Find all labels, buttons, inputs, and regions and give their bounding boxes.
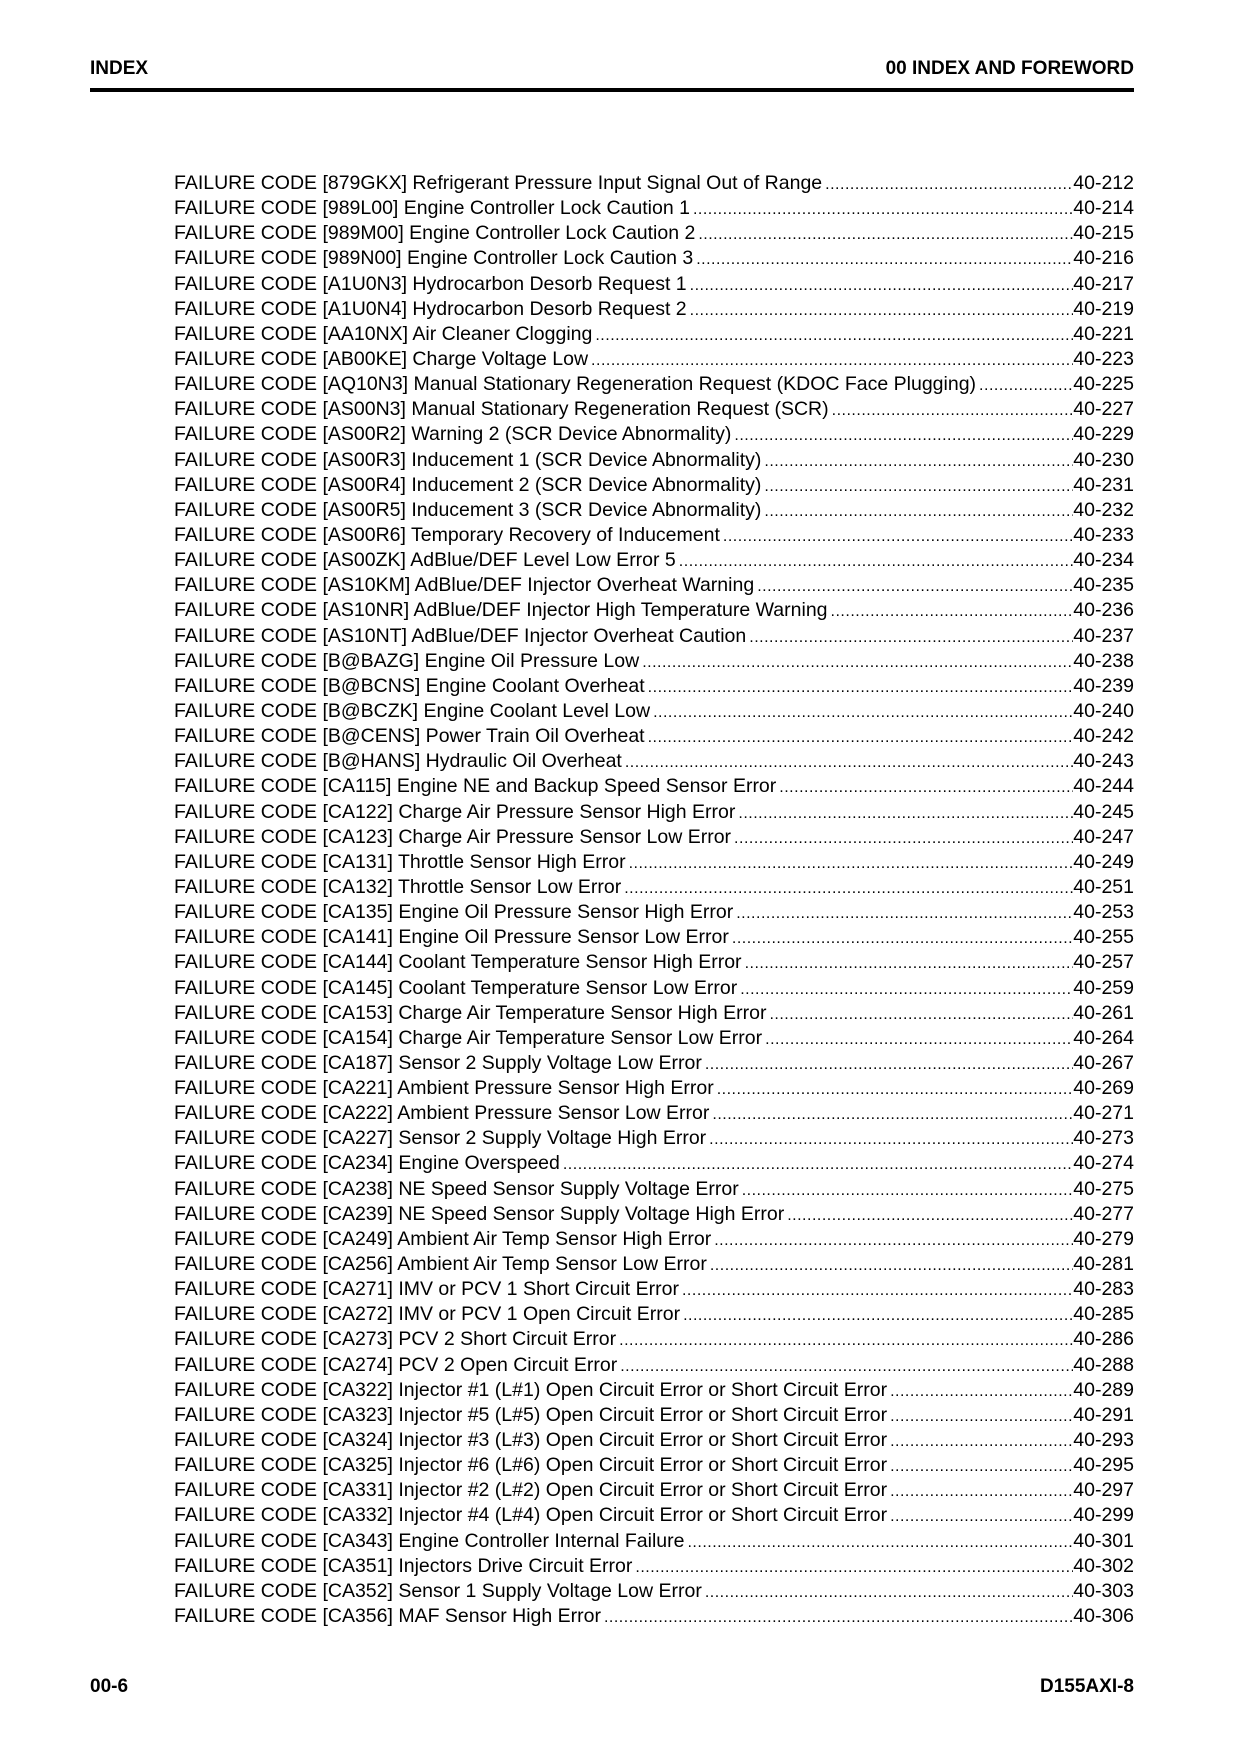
index-entry[interactable] [174,397,1134,422]
index-entry-page: 40-239 [1073,674,1134,697]
index-entry-title: FAILURE CODE [CA325] Injector #6 (L#6) Open Circuit Error or Short Circuit Error [174,1454,888,1477]
index-entry[interactable] [174,699,1134,724]
index-entry[interactable] [174,1529,1134,1554]
index-entry-page: 40-233 [1073,523,1134,546]
index-entry-page: 40-293 [1073,1429,1134,1452]
dot-leader [717,1079,1074,1101]
dot-leader [890,1381,1073,1403]
index-entry-title: FAILURE CODE [CA123] Charge Air Pressure Sensor Low Error [174,825,732,848]
index-entry[interactable] [174,925,1134,950]
index-entry-page: 40-295 [1073,1454,1134,1477]
index-entry-title: FAILURE CODE [A1U0N4] Hydrocarbon Desorb Request 2 [174,297,687,320]
header-chapter-title: 00 INDEX AND FOREWORD [885,58,1134,79]
index-entry[interactable] [174,1277,1134,1302]
index-entry[interactable] [174,573,1134,598]
index-entry[interactable] [174,1503,1134,1528]
index-entry-page: 40-232 [1073,498,1134,521]
page-number: 00-6 [90,1676,129,1697]
index-entry[interactable] [174,548,1134,573]
index-entry-title: FAILURE CODE [CA144] Coolant Temperature Sensor High Error [174,951,742,974]
index-entry-page: 40-212 [1073,172,1134,194]
index-entry-title: FAILURE CODE [879GKX] Refrigerant Pressure Input Signal Out of Range [174,172,823,194]
dot-leader [732,928,1073,950]
index-entry-title: FAILURE CODE [CA273] PCV 2 Short Circuit Error [174,1328,617,1351]
index-entry-page: 40-230 [1073,448,1134,471]
index-entry[interactable] [174,825,1134,850]
dot-leader [890,1506,1073,1528]
dot-leader [625,752,1073,774]
index-entry-page: 40-219 [1073,297,1134,320]
dot-leader [683,1305,1073,1327]
index-entry[interactable] [174,749,1134,774]
index-entry[interactable] [174,196,1134,221]
index-entry[interactable] [174,1327,1134,1352]
index-entry-page: 40-261 [1073,1001,1134,1024]
index-entry-page: 40-229 [1073,423,1134,446]
index-entry[interactable] [174,800,1134,825]
index-entry[interactable] [174,724,1134,749]
index-entry-title: FAILURE CODE [CA238] NE Speed Sensor Supply Voltage Error [174,1177,739,1200]
index-entry-page: 40-240 [1073,699,1134,722]
index-entry[interactable] [174,422,1134,447]
index-entry-title: FAILURE CODE [AS00N3] Manual Stationary Regeneration Request (SCR) [174,398,829,421]
index-entry[interactable] [174,221,1134,246]
index-entry-title: FAILURE CODE [B@BCZK] Engine Coolant Level Low [174,699,651,722]
index-entry-page: 40-235 [1073,574,1134,597]
dot-leader [890,1456,1073,1478]
index-entry-page: 40-217 [1073,272,1134,295]
dot-leader [642,652,1073,674]
index-entry-title: FAILURE CODE [CA227] Sensor 2 Supply Voltage High Error [174,1127,707,1150]
dot-leader [734,828,1073,850]
dot-leader [648,727,1074,749]
index-entry-page: 40-236 [1073,599,1134,622]
index-entry-title: FAILURE CODE [AQ10N3] Manual Stationary Regeneration Request (KDOC Face Plugging) [174,373,977,396]
dot-leader [825,174,1073,196]
dot-leader [757,576,1073,598]
dot-leader [563,1154,1073,1176]
index-entry[interactable] [174,649,1134,674]
index-entry[interactable] [174,1026,1134,1051]
index-entry-page: 40-269 [1073,1077,1134,1100]
index-entry-page: 40-283 [1073,1278,1134,1301]
index-entry-title: FAILURE CODE [B@CENS] Power Train Oil Overheat [174,725,645,748]
dot-leader [787,1205,1073,1227]
dot-leader [591,350,1073,372]
dot-leader [890,1481,1073,1503]
index-entry[interactable] [174,1378,1134,1403]
index-entry-page: 40-291 [1073,1403,1134,1426]
dot-leader [595,325,1073,347]
index-entry-page: 40-299 [1073,1504,1134,1527]
index-entry-page: 40-231 [1073,473,1134,496]
index-entry[interactable] [174,1554,1134,1579]
index-entry-page: 40-255 [1073,926,1134,949]
dot-leader [712,1104,1073,1126]
index-entry-title: FAILURE CODE [CA272] IMV or PCV 1 Open Circuit Error [174,1303,681,1326]
index-entry-title: FAILURE CODE [A1U0N3] Hydrocarbon Desorb Request 1 [174,272,687,295]
dot-leader [624,878,1073,900]
index-entry[interactable] [174,297,1134,322]
index-entry[interactable] [174,372,1134,397]
index-entry-title: FAILURE CODE [AS00R2] Warning 2 (SCR Device Abnormality) [174,423,732,446]
index-entry-title: FAILURE CODE [AS10KM] AdBlue/DEF Injector Overheat Warning [174,574,755,597]
dot-leader [714,1230,1073,1252]
index-entry-title: FAILURE CODE [CA115] Engine NE and Backup Speed Sensor Error [174,775,777,798]
index-entry-title: FAILURE CODE [CA256] Ambient Air Temp Sensor Low Error [174,1253,707,1276]
index-entry-title: FAILURE CODE [CA145] Coolant Temperature Sensor Low Error [174,976,738,999]
dot-leader [764,451,1073,473]
index-entry-page: 40-244 [1073,775,1134,798]
dot-leader [890,1406,1073,1428]
dot-leader [687,1532,1073,1554]
index-entry-page: 40-237 [1073,624,1134,647]
index-entry-title: FAILURE CODE [CA352] Sensor 1 Supply Voltage Low Error [174,1579,702,1602]
index-entry[interactable] [174,1478,1134,1503]
header-section-label: INDEX [90,58,149,79]
index-entry-page: 40-227 [1073,398,1134,421]
dot-leader [690,300,1074,322]
index-entry-page: 40-216 [1073,247,1134,270]
index-entry-title: FAILURE CODE [CA234] Engine Overspeed [174,1152,560,1175]
index-entry-page: 40-279 [1073,1227,1134,1250]
index-entry-title: FAILURE CODE [CA351] Injectors Drive Circuit Error [174,1554,633,1577]
dot-leader [705,1054,1073,1076]
index-entry[interactable] [174,1151,1134,1176]
dot-leader [779,777,1073,799]
dot-leader [736,903,1073,925]
index-entry[interactable] [174,448,1134,473]
index-entry[interactable] [174,1579,1134,1604]
index-entry-page: 40-215 [1073,222,1134,245]
index-entry[interactable] [174,674,1134,699]
index-entry-title: FAILURE CODE [CA187] Sensor 2 Supply Voltage Low Error [174,1051,702,1074]
index-entry-page: 40-281 [1073,1253,1134,1276]
index-entry-title: FAILURE CODE [CA332] Injector #4 (L#4) Open Circuit Error or Short Circuit Error [174,1504,888,1527]
dot-leader [734,425,1073,447]
index-entry[interactable] [174,850,1134,875]
index-entry-page: 40-275 [1073,1177,1134,1200]
dot-leader [690,275,1074,297]
dot-leader [832,400,1074,422]
dot-leader [682,1280,1073,1302]
index-entry-page: 40-234 [1073,549,1134,572]
index-entry-title: FAILURE CODE [CA221] Ambient Pressure Sensor High Error [174,1077,714,1100]
index-entry[interactable] [174,171,1134,196]
index-entry[interactable] [174,1302,1134,1327]
index-entry[interactable] [174,1126,1134,1151]
index-entry-page: 40-259 [1073,976,1134,999]
dot-leader [710,1255,1073,1277]
index-entry-title: FAILURE CODE [CA331] Injector #2 (L#2) Open Circuit Error or Short Circuit Error [174,1479,888,1502]
index-entry[interactable] [174,1051,1134,1076]
index-entry-title: FAILURE CODE [CA343] Engine Controller Internal Failure [174,1529,685,1552]
dot-leader [764,501,1073,523]
index-entry-title: FAILURE CODE [CA271] IMV or PCV 1 Short Circuit Error [174,1278,679,1301]
dot-leader [629,853,1074,875]
index-entry[interactable] [174,1428,1134,1453]
index-entry-page: 40-253 [1073,901,1134,924]
index-entry[interactable] [174,1177,1134,1202]
page-header [90,58,1134,82]
index-entry-title: FAILURE CODE [CA141] Engine Oil Pressure Sensor Low Error [174,926,729,949]
index-entry[interactable] [174,950,1134,975]
index-entry[interactable] [174,1252,1134,1277]
index-entry-title: FAILURE CODE [AS10NR] AdBlue/DEF Injector High Temperature Warning [174,599,828,622]
dot-leader [619,1330,1073,1352]
index-entry-page: 40-242 [1073,725,1134,748]
index-entry[interactable] [174,1353,1134,1378]
index-entry[interactable] [174,624,1134,649]
index-entry[interactable] [174,473,1134,498]
index-entry[interactable] [174,1453,1134,1478]
index-entry-title: FAILURE CODE [CA222] Ambient Pressure Sensor Low Error [174,1102,710,1125]
index-entry-title: FAILURE CODE [AS00R4] Inducement 2 (SCR Device Abnormality) [174,473,762,496]
index-entry-page: 40-238 [1073,649,1134,672]
index-entry-page: 40-286 [1073,1328,1134,1351]
index-entry-title: FAILURE CODE [B@BCNS] Engine Coolant Overheat [174,674,645,697]
index-entry-page: 40-277 [1073,1202,1134,1225]
index-entry-page: 40-245 [1073,800,1134,823]
index-entry[interactable] [174,976,1134,1001]
index-entry[interactable] [174,498,1134,523]
index-entry-page: 40-297 [1073,1479,1134,1502]
index-entry-title: FAILURE CODE [CA153] Charge Air Temperature Sensor High Error [174,1001,767,1024]
index-entry-title: FAILURE CODE [CA324] Injector #3 (L#3) Open Circuit Error or Short Circuit Error [174,1429,888,1452]
index-entry-page: 40-288 [1073,1353,1134,1376]
index-entry-title: FAILURE CODE [B@BAZG] Engine Oil Pressure Low [174,649,640,672]
index-entry-page: 40-264 [1073,1026,1134,1049]
index-entry-page: 40-289 [1073,1378,1134,1401]
index-entry-page: 40-214 [1073,197,1134,220]
index-entry[interactable] [174,875,1134,900]
index-entry-page: 40-303 [1073,1579,1134,1602]
index-entry-title: FAILURE CODE [CA135] Engine Oil Pressure Sensor High Error [174,901,734,924]
dot-leader [648,677,1074,699]
index-entry-title: FAILURE CODE [CA122] Charge Air Pressure Sensor High Error [174,800,736,823]
dot-leader [979,375,1073,397]
dot-leader [769,1004,1073,1026]
index-entry[interactable] [174,272,1134,297]
index-entry[interactable] [174,1001,1134,1026]
index-entry-title: FAILURE CODE [CA274] PCV 2 Open Circuit Error [174,1353,618,1376]
index-entry-page: 40-274 [1073,1152,1134,1175]
index-entry[interactable] [174,1202,1134,1227]
index-entry-page: 40-221 [1073,322,1134,345]
index-entry-title: FAILURE CODE [CA154] Charge Air Temperature Sensor Low Error [174,1026,763,1049]
dot-leader [653,702,1073,724]
index-entry[interactable] [174,1604,1134,1629]
dot-leader [765,1029,1073,1051]
dot-leader [749,627,1073,649]
page-footer [90,1676,1134,1700]
index-entry-page: 40-251 [1073,875,1134,898]
index-entry-title: FAILURE CODE [AS00R6] Temporary Recovery of Inducement [174,523,720,546]
index-entry-page: 40-267 [1073,1051,1134,1074]
index-entry[interactable] [174,322,1134,347]
index-entry[interactable] [174,523,1134,548]
index-entry-page: 40-306 [1073,1605,1134,1628]
dot-leader [635,1557,1073,1579]
dot-leader [764,476,1073,498]
dot-leader [740,979,1073,1001]
dot-leader [705,1582,1073,1604]
index-entry-page: 40-271 [1073,1102,1134,1125]
index-entry-page: 40-225 [1073,373,1134,396]
index-entry[interactable] [174,774,1134,799]
index-entry-title: FAILURE CODE [AA10NX] Air Cleaner Clogging [174,322,593,345]
index-entry-page: 40-247 [1073,825,1134,848]
index-entry[interactable] [174,900,1134,925]
index-entry-title: FAILURE CODE [CA239] NE Speed Sensor Supply Voltage High Error [174,1202,785,1225]
dot-leader [745,953,1074,975]
index-entry-title: FAILURE CODE [CA356] MAF Sensor High Error [174,1605,601,1628]
model-code: D155AXI-8 [1040,1676,1134,1697]
index-entry-page: 40-249 [1073,850,1134,873]
dot-leader [604,1607,1073,1629]
dot-leader [696,249,1073,271]
dot-leader [890,1431,1073,1453]
index-entry[interactable] [174,347,1134,372]
index-entry-title: FAILURE CODE [AS00ZK] AdBlue/DEF Level Low Error 5 [174,549,676,572]
index-entry-title: FAILURE CODE [CA322] Injector #1 (L#1) Open Circuit Error or Short Circuit Error [174,1378,888,1401]
dot-leader [693,199,1073,221]
header-rule [90,88,1134,92]
dot-leader [709,1129,1073,1151]
index-entry-title: FAILURE CODE [B@HANS] Hydraulic Oil Overheat [174,750,622,773]
index-list [174,171,1134,1629]
index-entry-title: FAILURE CODE [AS10NT] AdBlue/DEF Injector Overheat Caution [174,624,747,647]
dot-leader [742,1180,1074,1202]
index-entry-title: FAILURE CODE [CA131] Throttle Sensor High Error [174,850,626,873]
index-entry-title: FAILURE CODE [989M00] Engine Controller Lock Caution 2 [174,222,696,245]
index-entry-page: 40-302 [1073,1554,1134,1577]
index-entry-page: 40-243 [1073,750,1134,773]
index-entry-title: FAILURE CODE [CA132] Throttle Sensor Low Error [174,875,622,898]
index-entry-page: 40-257 [1073,951,1134,974]
dot-leader [738,803,1073,825]
index-entry[interactable] [174,1101,1134,1126]
dot-leader [831,601,1074,623]
index-entry[interactable] [174,246,1134,271]
index-entry[interactable] [174,1076,1134,1101]
index-entry-title: FAILURE CODE [CA323] Injector #5 (L#5) Open Circuit Error or Short Circuit Error [174,1403,888,1426]
index-entry-page: 40-223 [1073,347,1134,370]
index-entry-title: FAILURE CODE [AS00R3] Inducement 1 (SCR Device Abnormality) [174,448,762,471]
dot-leader [698,224,1073,246]
index-entry-title: FAILURE CODE [989L00] Engine Controller Lock Caution 1 [174,197,690,220]
index-entry-title: FAILURE CODE [AS00R5] Inducement 3 (SCR Device Abnormality) [174,498,762,521]
index-entry[interactable] [174,598,1134,623]
index-entry-title: FAILURE CODE [CA249] Ambient Air Temp Sensor High Error [174,1227,712,1250]
index-entry[interactable] [174,1227,1134,1252]
dot-leader [723,526,1073,548]
index-entry-page: 40-285 [1073,1303,1134,1326]
index-entry-page: 40-301 [1073,1529,1134,1552]
dot-leader [679,551,1073,573]
index-entry[interactable] [174,1403,1134,1428]
dot-leader [620,1356,1073,1378]
index-entry-title: FAILURE CODE [989N00] Engine Controller Lock Caution 3 [174,247,694,270]
index-entry-page: 40-273 [1073,1127,1134,1150]
index-entry-title: FAILURE CODE [AB00KE] Charge Voltage Low [174,347,589,370]
